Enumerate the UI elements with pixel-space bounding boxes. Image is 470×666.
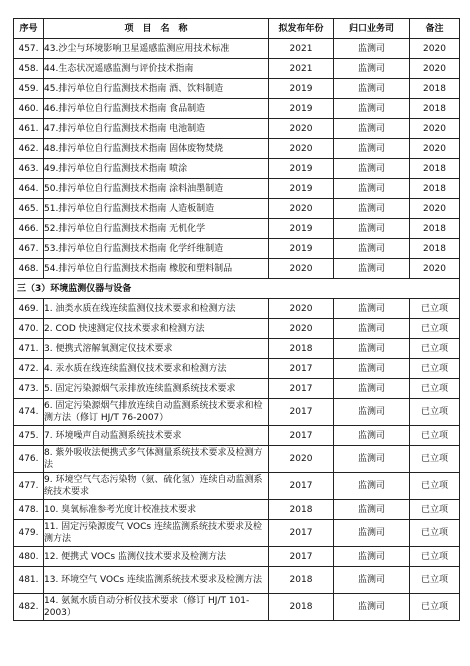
row-project-name: 5. 固定污染源烟气汞排放连续监测系统技术要求 [44,379,269,399]
row-year: 2017 [269,399,334,426]
standards-table [13,18,460,621]
row-department: 监测司 [334,259,410,279]
row-number: 461. [14,119,44,139]
row-number: 462. [14,139,44,159]
row-year: 2019 [269,159,334,179]
row-number: 478. [14,500,44,520]
row-project-name: 9. 环境空气气态污染物（氨、硫化氢）连续自动监测系统技术要求 [44,473,269,500]
header-no: 序号 [14,19,44,39]
row-year: 2021 [269,59,334,79]
row-note: 已立项 [410,379,460,399]
row-project-name: 11. 固定污染源废气 VOCs 连续监测系统技术要求及检测方法 [44,520,269,547]
row-note: 2020 [410,119,460,139]
row-project-name: 54.排污单位自行监测技术指南 橡胶和塑料制品 [44,259,269,279]
row-department: 监测司 [334,179,410,199]
row-project-name: 43.沙尘与环境影响卫星遥感监测应用技术标准 [44,39,269,59]
row-year: 2020 [269,319,334,339]
header-note: 备注 [410,19,460,39]
row-number: 467. [14,239,44,259]
row-project-name: 8. 紫外吸收法便携式多气体测量系统技术要求及检测方法 [44,446,269,473]
row-project-name: 14. 氨氮水质自动分析仪技术要求（修订 HJ/T 101-2003） [44,594,269,621]
table-row [14,547,460,567]
row-year: 2021 [269,39,334,59]
row-year: 2017 [269,426,334,446]
row-department: 监测司 [334,219,410,239]
row-department: 监测司 [334,446,410,473]
row-number: 479. [14,520,44,547]
row-project-name: 10. 臭氧标准参考光度计校准技术要求 [44,500,269,520]
table-row [14,219,460,239]
row-department: 监测司 [334,547,410,567]
row-department: 监测司 [334,59,410,79]
row-note: 已立项 [410,594,460,621]
row-project-name: 49.排污单位自行监测技术指南 喷涂 [44,159,269,179]
row-year: 2017 [269,473,334,500]
row-number: 468. [14,259,44,279]
row-note: 已立项 [410,299,460,319]
row-number: 458. [14,59,44,79]
row-note: 2020 [410,39,460,59]
row-note: 2018 [410,239,460,259]
table-row [14,594,460,621]
row-department: 监测司 [334,379,410,399]
row-number: 482. [14,594,44,621]
row-year: 2017 [269,520,334,547]
row-note: 已立项 [410,500,460,520]
table-row [14,500,460,520]
header-project: 项 目 名 称 [44,19,269,39]
row-number: 470. [14,319,44,339]
row-department: 监测司 [334,39,410,59]
row-department: 监测司 [334,319,410,339]
row-year: 2020 [269,139,334,159]
header-dept: 归口业务司 [334,19,410,39]
row-year: 2018 [269,339,334,359]
table-row [14,139,460,159]
row-number: 471. [14,339,44,359]
row-year: 2017 [269,359,334,379]
table-row [14,567,460,594]
row-year: 2019 [269,99,334,119]
row-year: 2019 [269,179,334,199]
table-row [14,426,460,446]
row-year: 2019 [269,239,334,259]
row-department: 监测司 [334,139,410,159]
row-year: 2018 [269,567,334,594]
row-department: 监测司 [334,239,410,259]
row-note: 2020 [410,259,460,279]
row-project-name: 52.排污单位自行监测技术指南 无机化学 [44,219,269,239]
table-row [14,99,460,119]
table-row [14,339,460,359]
row-note: 已立项 [410,446,460,473]
row-note: 已立项 [410,426,460,446]
table-row [14,473,460,500]
row-note: 已立项 [410,339,460,359]
row-project-name: 50.排污单位自行监测技术指南 涂料油墨制造 [44,179,269,199]
row-number: 459. [14,79,44,99]
row-department: 监测司 [334,79,410,99]
row-project-name: 13. 环境空气 VOCs 连续监测系统技术要求及检测方法 [44,567,269,594]
row-year: 2020 [269,259,334,279]
row-department: 监测司 [334,339,410,359]
row-project-name: 3. 便携式溶解氧测定仪技术要求 [44,339,269,359]
row-project-name: 6. 固定污染源烟气排放连续自动监测系统技术要求和检测方法（修订 HJ/T 76-2007） [44,399,269,426]
table-row [14,299,460,319]
table-row [14,259,460,279]
table-row [14,239,460,259]
row-note: 2018 [410,179,460,199]
row-number: 465. [14,199,44,219]
table-row [14,359,460,379]
row-department: 监测司 [334,119,410,139]
table-row [14,199,460,219]
row-department: 监测司 [334,159,410,179]
section-title: 三（3）环境监测仪器与设备 [14,279,460,299]
table-row [14,159,460,179]
row-project-name: 46.排污单位自行监测技术指南 食品制造 [44,99,269,119]
table-row [14,119,460,139]
row-year: 2017 [269,547,334,567]
row-note: 2020 [410,59,460,79]
row-department: 监测司 [334,594,410,621]
row-department: 监测司 [334,99,410,119]
row-year: 2018 [269,594,334,621]
row-number: 474. [14,399,44,426]
table-row [14,379,460,399]
row-project-name: 51.排污单位自行监测技术指南 人造板制造 [44,199,269,219]
row-number: 466. [14,219,44,239]
row-year: 2020 [269,199,334,219]
row-note: 2018 [410,99,460,119]
row-project-name: 7. 环境噪声自动监测系统技术要求 [44,426,269,446]
row-note: 已立项 [410,359,460,379]
row-note: 已立项 [410,547,460,567]
row-project-name: 1. 油类水质在线连续监测仪技术要求和检测方法 [44,299,269,319]
row-year: 2018 [269,500,334,520]
rows-instruments [14,299,460,621]
row-project-name: 47.排污单位自行监测技术指南 电池制造 [44,119,269,139]
row-department: 监测司 [334,567,410,594]
row-number: 476. [14,446,44,473]
row-number: 472. [14,359,44,379]
row-department: 监测司 [334,299,410,319]
row-project-name: 4. 汞水质在线连续监测仪技术要求和检测方法 [44,359,269,379]
row-number: 469. [14,299,44,319]
row-note: 已立项 [410,399,460,426]
row-year: 2019 [269,219,334,239]
row-project-name: 12. 便携式 VOCs 监测仪技术要求及检测方法 [44,547,269,567]
row-department: 监测司 [334,473,410,500]
table-row [14,59,460,79]
row-note: 已立项 [410,319,460,339]
section-row [14,279,460,299]
table-row [14,520,460,547]
table-header-row [14,19,460,39]
row-project-name: 45.排污单位自行监测技术指南 酒、饮料制造 [44,79,269,99]
row-number: 460. [14,99,44,119]
row-note: 2018 [410,219,460,239]
row-note: 已立项 [410,520,460,547]
row-number: 477. [14,473,44,500]
row-number: 464. [14,179,44,199]
row-department: 监测司 [334,500,410,520]
row-year: 2019 [269,79,334,99]
row-year: 2020 [269,119,334,139]
row-number: 475. [14,426,44,446]
row-note: 2018 [410,79,460,99]
row-project-name: 2. COD 快速测定仪技术要求和检测方法 [44,319,269,339]
table-row [14,179,460,199]
row-year: 2020 [269,446,334,473]
row-project-name: 53.排污单位自行监测技术指南 化学纤维制造 [44,239,269,259]
row-department: 监测司 [334,399,410,426]
row-department: 监测司 [334,426,410,446]
row-note: 2018 [410,159,460,179]
section-row-group [14,279,460,299]
row-year: 2020 [269,299,334,319]
table-row [14,79,460,99]
table-row [14,39,460,59]
row-note: 2020 [410,139,460,159]
row-department: 监测司 [334,359,410,379]
row-department: 监测司 [334,199,410,219]
row-project-name: 48.排污单位自行监测技术指南 固体废物焚烧 [44,139,269,159]
row-note: 已立项 [410,473,460,500]
row-note: 已立项 [410,567,460,594]
row-number: 473. [14,379,44,399]
table-row [14,446,460,473]
row-number: 480. [14,547,44,567]
table-row [14,319,460,339]
row-number: 481. [14,567,44,594]
row-number: 457. [14,39,44,59]
table-row [14,399,460,426]
row-number: 463. [14,159,44,179]
row-project-name: 44.生态状况遥感监测与评价技术指南 [44,59,269,79]
rows-monitoring-guides [14,39,460,279]
row-department: 监测司 [334,520,410,547]
row-year: 2017 [269,379,334,399]
row-note: 2020 [410,199,460,219]
header-year: 拟发布年份 [269,19,334,39]
